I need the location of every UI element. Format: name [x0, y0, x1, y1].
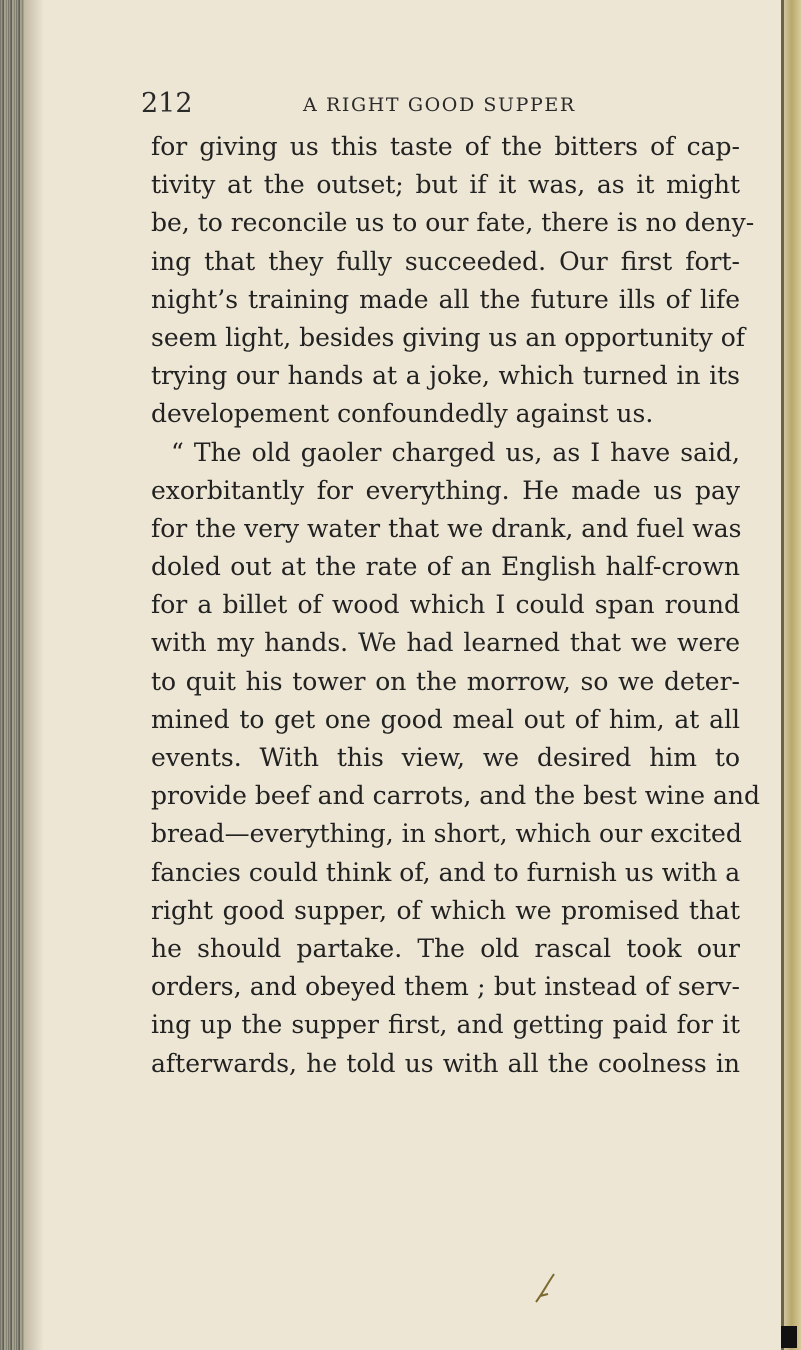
- text-line: ing that they fully succeeded. Our first fort-: [151, 246, 740, 276]
- gutter-shadow: [24, 0, 44, 1350]
- text-line: “ The old gaoler charged us, as I have said,: [171, 437, 740, 467]
- text-line: exorbitantly for everything. He made us pay: [151, 475, 740, 505]
- book-gutter-edge: [0, 0, 24, 1350]
- text-line: he should partake. The old rascal took our: [151, 933, 740, 963]
- text-line: for a billet of wood which I could span round: [151, 590, 740, 620]
- text-line: afterwards, he told us with all the coolness in: [151, 1048, 740, 1078]
- text-line: with my hands. We had learned that we were: [151, 628, 740, 658]
- text-line: events. With this view, we desired him to: [151, 743, 740, 772]
- text-line: fancies could think of, and to furnish us with a: [151, 857, 741, 887]
- text-line: mined to get one good meal out of him, at all: [151, 704, 740, 734]
- text-line: seem light, besides giving us an opportunity of: [151, 322, 746, 352]
- running-title: A RIGHT GOOD SUPPER: [303, 94, 576, 116]
- text-line: ing up the supper first, and getting paid for it: [151, 1010, 740, 1040]
- text-line: bread—everything, in short, which our excited: [151, 819, 742, 849]
- text-line: trying our hands at a joke, which turned in its: [151, 361, 740, 391]
- ink-mark: [532, 1270, 562, 1306]
- text-line: doled out at the rate of an English half-crown: [151, 552, 740, 582]
- text-line: provide beef and carrots, and the best wine and: [151, 781, 760, 811]
- body-text: [151, 128, 760, 1083]
- corner-mark: [781, 1326, 797, 1348]
- text-line: night’s training made all the future ills of life: [151, 284, 740, 314]
- text-line: orders, and obeyed them ; but instead of serv-: [151, 972, 740, 1002]
- text-line: be, to reconcile us to our fate, there is no deny-: [151, 208, 755, 238]
- text-line: for giving us this taste of the bitters of cap-: [151, 132, 740, 161]
- page-number: 212: [141, 88, 193, 119]
- text-line: right good supper, of which we promised that: [151, 895, 740, 925]
- text-line: tivity at the outset; but if it was, as it might: [151, 170, 740, 200]
- text-line: developement confoundedly against us.: [151, 399, 654, 429]
- text-line: to quit his tower on the morrow, so we deter-: [151, 666, 740, 696]
- text-line: for the very water that we drank, and fuel was: [151, 513, 742, 543]
- page-header: [130, 88, 740, 128]
- page-fore-edge: [784, 0, 801, 1350]
